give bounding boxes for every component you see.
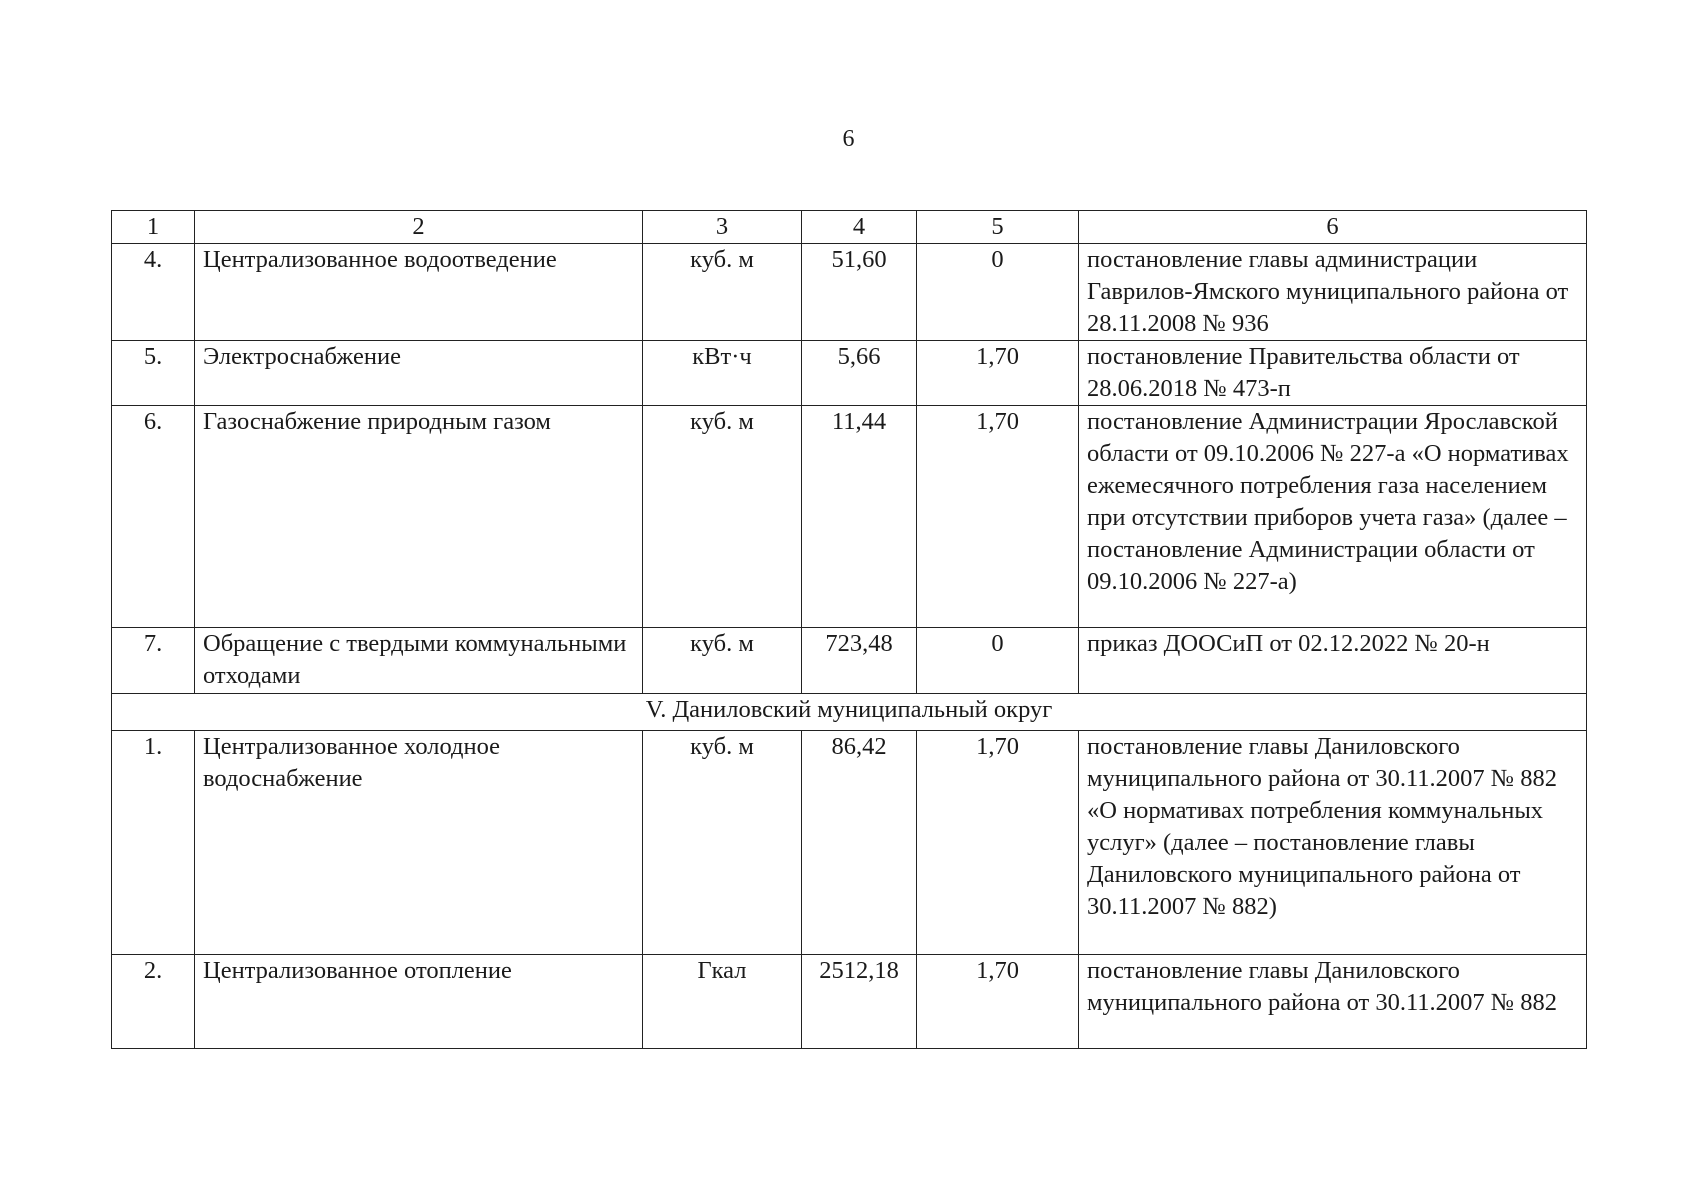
norm-value: 5,66 xyxy=(802,341,917,406)
coefficient: 1,70 xyxy=(917,341,1079,406)
service-name: Газоснабжение природным газом xyxy=(195,406,643,628)
service-name: Электроснабжение xyxy=(195,341,643,406)
header-cell: 5 xyxy=(917,211,1079,244)
legal-basis: постановление Администрации Ярославской области от 09.10.2006 № 227-а «О нормативах ежемесячного потребления газа населением при отсутствии приборов учета газа» (далее – постановление Администрации области от 09.10.2006 № 227-а) xyxy=(1079,406,1587,628)
row-number: 2. xyxy=(112,955,195,1049)
unit: Гкал xyxy=(643,955,802,1049)
norm-value: 2512,18 xyxy=(802,955,917,1049)
norm-value: 51,60 xyxy=(802,244,917,341)
header-cell: 6 xyxy=(1079,211,1587,244)
unit: кВт·ч xyxy=(643,341,802,406)
header-cell: 4 xyxy=(802,211,917,244)
service-name: Централизованное водоотведение xyxy=(195,244,643,341)
legal-basis: приказ ДООСиП от 02.12.2022 № 20-н xyxy=(1079,628,1587,694)
coefficient: 0 xyxy=(917,628,1079,694)
row-number: 1. xyxy=(112,731,195,955)
norm-value: 11,44 xyxy=(802,406,917,628)
table-row xyxy=(112,406,1587,628)
service-name: Централизованное холодное водоснабжение xyxy=(195,731,643,955)
row-number: 7. xyxy=(112,628,195,694)
unit: куб. м xyxy=(643,628,802,694)
section-title: V. Даниловский муниципальный округ xyxy=(112,694,1587,731)
table-row xyxy=(112,628,1587,694)
header-cell: 1 xyxy=(112,211,195,244)
legal-basis: постановление Правительства области от 28.06.2018 № 473-п xyxy=(1079,341,1587,406)
coefficient: 0 xyxy=(917,244,1079,341)
coefficient: 1,70 xyxy=(917,731,1079,955)
coefficient: 1,70 xyxy=(917,955,1079,1049)
table-header-row xyxy=(112,211,1587,244)
section-row xyxy=(112,694,1587,731)
header-cell: 2 xyxy=(195,211,643,244)
legal-basis: постановление главы Даниловского муниципального района от 30.11.2007 № 882 «О нормативах потребления коммунальных услуг» (далее – постановление главы Даниловского муниципального района от 30.11.2007 № 882) xyxy=(1079,731,1587,955)
norm-value: 86,42 xyxy=(802,731,917,955)
row-number: 4. xyxy=(112,244,195,341)
table-row xyxy=(112,244,1587,341)
service-name: Обращение с твердыми коммунальными отходами xyxy=(195,628,643,694)
norms-table xyxy=(111,210,1587,1049)
service-name: Централизованное отопление xyxy=(195,955,643,1049)
unit: куб. м xyxy=(643,731,802,955)
header-cell: 3 xyxy=(643,211,802,244)
coefficient: 1,70 xyxy=(917,406,1079,628)
norm-value: 723,48 xyxy=(802,628,917,694)
unit: куб. м xyxy=(643,406,802,628)
page-number: 6 xyxy=(842,126,855,152)
row-number: 5. xyxy=(112,341,195,406)
table-row xyxy=(112,955,1587,1049)
legal-basis: постановление главы Даниловского муниципального района от 30.11.2007 № 882 xyxy=(1079,955,1587,1049)
legal-basis: постановление главы администрации Гаврилов-Ямского муниципального района от 28.11.2008 № 936 xyxy=(1079,244,1587,341)
unit: куб. м xyxy=(643,244,802,341)
row-number: 6. xyxy=(112,406,195,628)
table-row xyxy=(112,341,1587,406)
table-row xyxy=(112,731,1587,955)
